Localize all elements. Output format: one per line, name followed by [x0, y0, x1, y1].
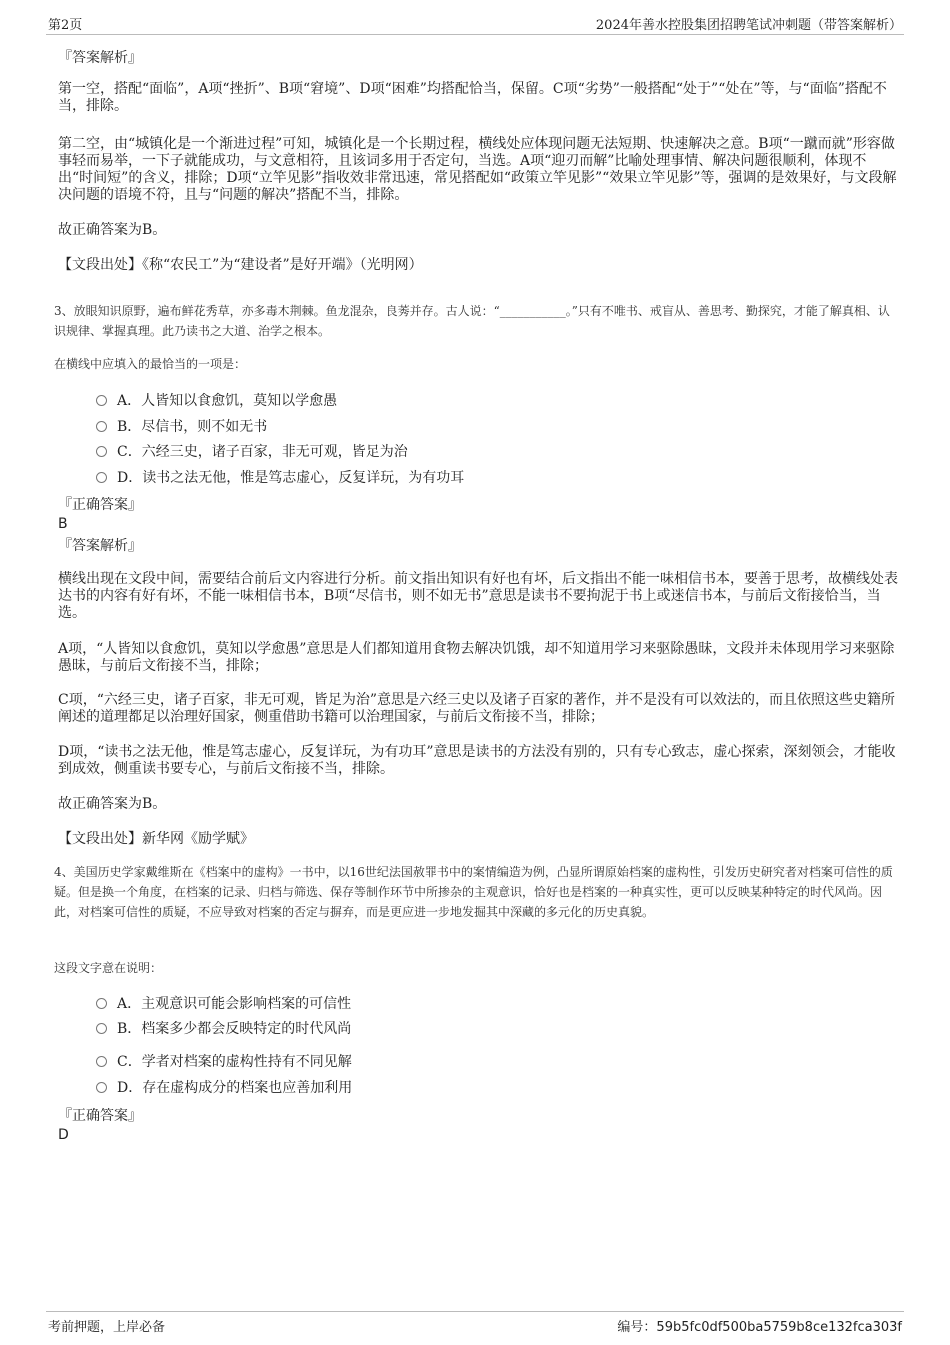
q3-analysis-label: 『答案解析』	[58, 538, 142, 554]
q2-analysis-p1: 第一空，搭配“面临”，A项“挫折”、B项“窘境”、D项“困难”均搭配恰当，保留。C项“劣势”一般搭配“处于”“处在”等，与“面临”搭配不当，排除。	[58, 81, 887, 114]
q3-analysis-p4: D项，“读书之法无他，惟是笃志虚心，反复详玩，为有功耳”意思是读书的方法没有别的，只有专心致志，虚心探索，深刻领会，才能收到成效，侧重读书要专心，与前后文衔接不当，排除。	[58, 744, 896, 777]
q4-correct-label: 『正确答案』	[58, 1108, 142, 1124]
q3-option-a[interactable]: A．人皆知以食愈饥，莫知以学愈愚	[96, 392, 337, 410]
q2-analysis-label: 『答案解析』	[58, 50, 142, 66]
q4-option-d[interactable]: D．存在虚构成分的档案也应善加利用	[96, 1079, 352, 1097]
q3-analysis-p3: C项，“六经三史，诸子百家，非无可观，皆足为治”意思是六经三史以及诸子百家的著作，并不是没有可以效法的，而且依照这些史籍所阐述的道理都足以治理好国家，侧重借助书籍可以治理国家，与前后文衔接不当，排除；	[58, 692, 896, 725]
q2-source: 【文段出处】《称“农民工”为“建设者”是好开端》（光明网）	[58, 257, 423, 273]
q3-analysis-p2: A项，“人皆知以食愈饥，莫知以学愈愚”意思是人们都知道用食物去解决饥饿，却不知道用学习来驱除愚昧，文段并未体现用学习来驱除愚昧，与前后文衔接不当，排除；	[58, 641, 895, 674]
footer-motto: 考前押题，上岸必备	[48, 1320, 166, 1335]
radio-icon[interactable]	[96, 446, 107, 457]
radio-icon[interactable]	[96, 998, 107, 1009]
page-footer	[46, 1311, 904, 1334]
q4-option-b[interactable]: B．档案多少都会反映特定的时代风尚	[96, 1020, 351, 1038]
radio-icon[interactable]	[96, 1023, 107, 1034]
q4-prompt: 这段文字意在说明：	[54, 961, 163, 975]
page-number: 第2页	[48, 18, 83, 33]
q4-correct-answer: D	[58, 1127, 69, 1143]
document-title: 2024年善水控股集团招聘笔试冲刺题（带答案解析）	[595, 18, 902, 33]
q3-conclusion: 故正确答案为B。	[58, 796, 167, 812]
radio-icon[interactable]	[96, 1082, 107, 1093]
q3-prompt: 在横线中应填入的最恰当的一项是：	[54, 357, 247, 371]
q3-stem: 3、放眼知识原野，遍布鲜花秀草，亦多毒木荆棘。鱼龙混杂，良莠并存。古人说：“___________。”只有不唯书、戒盲从、善思考、勤探究，才能了解真相、认识规律、掌握真理。此乃读书之大道、治学之根本。	[54, 304, 890, 338]
q2-conclusion: 故正确答案为B。	[58, 222, 167, 238]
q4-stem: 4、美国历史学家戴维斯在《档案中的虚构》一书中，以16世纪法国赦罪书中的案情编造为例，凸显所谓原始档案的虚构性，引发历史研究者对档案可信性的质疑。但是换一个角度，在档案的记录、归档与筛选、保存等制作环节中所掺杂的主观意识，恰好也是档案的一种真实性，更可以反映某种特定的时代风尚。因此，对档案可信性的质疑，不应导致对档案的否定与摒弃，而是更应进一步地发掘其中深藏的多元化的历史真貌。	[54, 865, 893, 919]
radio-icon[interactable]	[96, 1056, 107, 1067]
q3-correct-label: 『正确答案』	[58, 497, 142, 513]
document-code: 编号：59b5fc0df500ba5759b8ce132fca303f	[617, 1320, 902, 1335]
q3-analysis-p1: 横线出现在文段中间，需要结合前后文内容进行分析。前文指出知识有好也有坏，后文指出不能一味相信书本，要善于思考，故横线处表达书的内容有好有坏，不能一味相信书本，B项“尽信书，则不如无书”意思是读书不要拘泥于书上或迷信书本，与前后文衔接恰当，当选。	[58, 571, 898, 621]
q3-source: 【文段出处】新华网《励学赋》	[58, 831, 254, 847]
q3-correct-answer: B	[58, 516, 68, 532]
radio-icon[interactable]	[96, 395, 107, 406]
radio-icon[interactable]	[96, 421, 107, 432]
q4-option-c[interactable]: C．学者对档案的虚构性持有不同见解	[96, 1053, 352, 1071]
radio-icon[interactable]	[96, 472, 107, 483]
q4-option-a[interactable]: A．主观意识可能会影响档案的可信性	[96, 995, 351, 1013]
q2-analysis-p2: 第二空，由“城镇化是一个渐进过程”可知，城镇化是一个长期过程，横线处应体现问题无法短期、快速解决之意。B项“一蹴而就”形容做事轻而易举，一下子就能成功，与文意相符，且该词多用于否定句，当选。A项“迎刃而解”比喻处理事情、解决问题很顺利，体现不出“时间短”的含义，排除；D项“立竿见影”指收效非常迅速，常见搭配如“政策立竿见影”“效果立竿见影”等，强调的是效果好，与文段解决问题的语境不符，且与“问题的解决”搭配不当，排除。	[58, 136, 897, 203]
q3-option-b[interactable]: B．尽信书，则不如无书	[96, 418, 267, 436]
page-header	[46, 14, 904, 35]
q3-option-d[interactable]: D．读书之法无他，惟是笃志虚心，反复详玩，为有功耳	[96, 469, 464, 487]
q3-option-c[interactable]: C．六经三史，诸子百家，非无可观，皆足为治	[96, 443, 408, 461]
